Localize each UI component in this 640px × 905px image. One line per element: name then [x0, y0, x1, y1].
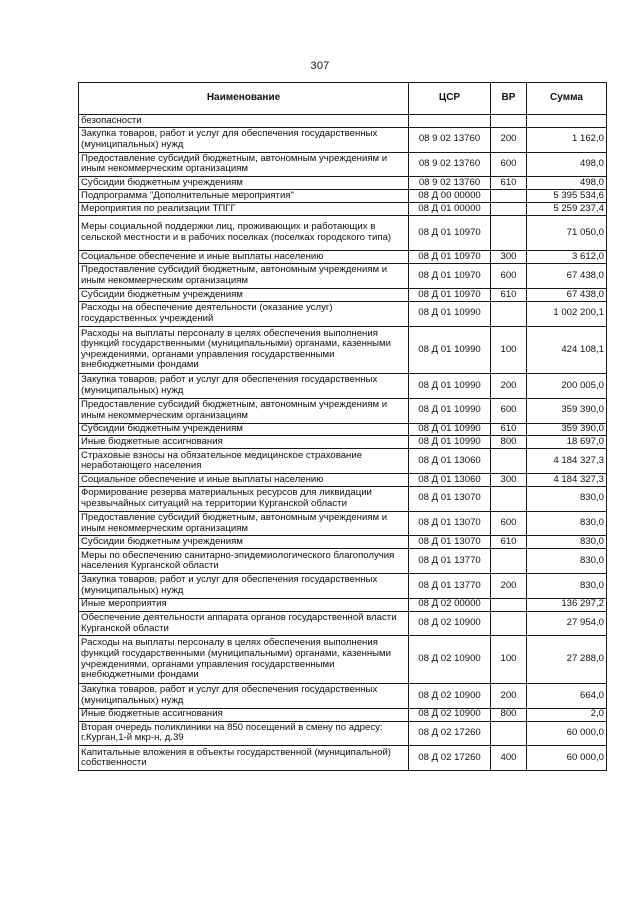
- table-row: [79, 683, 607, 708]
- cell-csr: 08 Д 02 10900: [409, 708, 491, 721]
- table-row: [79, 449, 607, 474]
- cell-name: Закупка товаров, работ и услуг для обеспечения государственных (муниципальных) нужд: [79, 127, 409, 152]
- cell-csr: 08 Д 02 17260: [409, 746, 491, 771]
- table-row: [79, 251, 607, 264]
- cell-sum: 71 050,0: [527, 215, 607, 251]
- cell-sum: 1 162,0: [527, 127, 607, 152]
- cell-vr: 100: [491, 636, 527, 684]
- cell-vr: 100: [491, 326, 527, 374]
- cell-csr: 08 Д 01 13770: [409, 549, 491, 574]
- cell-name: Подпрограмма "Дополнительные мероприятия": [79, 190, 409, 203]
- cell-name: Вторая очередь поликлиники на 850 посещений в смену по адресу: г.Курган,1-й мкр-н, д.39: [79, 721, 409, 746]
- cell-csr: 08 Д 01 10990: [409, 374, 491, 399]
- cell-sum: 4 184 327,3: [527, 474, 607, 487]
- cell-sum: 27 954,0: [527, 611, 607, 636]
- cell-sum: 27 288,0: [527, 636, 607, 684]
- cell-sum: 60 000,0: [527, 746, 607, 771]
- cell-vr: [491, 549, 527, 574]
- cell-vr: [491, 598, 527, 611]
- table-row: [79, 598, 607, 611]
- cell-csr: 08 Д 01 10990: [409, 436, 491, 449]
- cell-name: Закупка товаров, работ и услуг для обеспечения государственных (муниципальных) нужд: [79, 374, 409, 399]
- cell-sum: 5 259 237,4: [527, 202, 607, 215]
- cell-csr: 08 Д 02 00000: [409, 598, 491, 611]
- table-row: [79, 398, 607, 423]
- cell-sum: 67 438,0: [527, 288, 607, 301]
- cell-vr: [491, 449, 527, 474]
- table-row: [79, 611, 607, 636]
- cell-csr: 08 9 02 13760: [409, 127, 491, 152]
- cell-sum: 830,0: [527, 486, 607, 511]
- cell-sum: 5 395 534,6: [527, 190, 607, 203]
- cell-vr: 610: [491, 536, 527, 549]
- cell-csr: 08 Д 01 10990: [409, 301, 491, 326]
- cell-csr: 08 Д 01 13770: [409, 574, 491, 599]
- cell-vr: 300: [491, 251, 527, 264]
- cell-csr: 08 Д 01 10970: [409, 251, 491, 264]
- cell-vr: [491, 115, 527, 128]
- table-row: [79, 301, 607, 326]
- cell-vr: 800: [491, 436, 527, 449]
- cell-vr: 600: [491, 511, 527, 536]
- cell-sum: 359 390,0: [527, 398, 607, 423]
- cell-vr: [491, 486, 527, 511]
- cell-name: Субсидии бюджетным учреждениям: [79, 536, 409, 549]
- page-number: 307: [310, 60, 330, 72]
- cell-name: Меры социальной поддержки лиц, проживающих и работающих в сельской местности и в рабочих поселках (поселках городского типа): [79, 215, 409, 251]
- cell-vr: [491, 301, 527, 326]
- table-body: [79, 115, 607, 771]
- cell-sum: 67 438,0: [527, 264, 607, 289]
- cell-csr: 08 Д 01 10970: [409, 288, 491, 301]
- cell-sum: 664,0: [527, 683, 607, 708]
- cell-vr: 600: [491, 152, 527, 177]
- cell-sum: 18 697,0: [527, 436, 607, 449]
- cell-csr: [409, 115, 491, 128]
- cell-sum: 830,0: [527, 574, 607, 599]
- cell-name: Расходы на выплаты персоналу в целях обеспечения выполнения функций государственными (муниципальными) органами, казенными учреждениями, органами управления государственными внебюджетными фондами: [79, 636, 409, 684]
- cell-vr: 300: [491, 474, 527, 487]
- cell-vr: 200: [491, 574, 527, 599]
- cell-name: Иные мероприятия: [79, 598, 409, 611]
- cell-name: Расходы на обеспечение деятельности (оказание услуг) государственных учреждений: [79, 301, 409, 326]
- cell-name: Субсидии бюджетным учреждениям: [79, 288, 409, 301]
- cell-name: Предоставление субсидий бюджетным, автономным учреждениям и иным некоммерческим организациям: [79, 152, 409, 177]
- cell-vr: 600: [491, 264, 527, 289]
- cell-csr: 08 Д 01 10970: [409, 264, 491, 289]
- cell-csr: 08 Д 01 10990: [409, 398, 491, 423]
- table-row: [79, 746, 607, 771]
- cell-csr: 08 Д 01 13070: [409, 536, 491, 549]
- cell-vr: 200: [491, 127, 527, 152]
- cell-name: Предоставление субсидий бюджетным, автономным учреждениям и иным некоммерческим организациям: [79, 264, 409, 289]
- cell-vr: [491, 215, 527, 251]
- table-row: [79, 574, 607, 599]
- table-row: [79, 511, 607, 536]
- cell-vr: [491, 721, 527, 746]
- table-row: [79, 264, 607, 289]
- cell-sum: 60 000,0: [527, 721, 607, 746]
- cell-csr: 08 Д 01 10990: [409, 326, 491, 374]
- cell-sum: 200 005,0: [527, 374, 607, 399]
- cell-sum: 4 184 327,3: [527, 449, 607, 474]
- cell-vr: 200: [491, 683, 527, 708]
- cell-csr: 08 Д 02 17260: [409, 721, 491, 746]
- header-sum: Сумма: [527, 83, 607, 115]
- cell-vr: 610: [491, 288, 527, 301]
- table-header-row: [79, 83, 607, 115]
- cell-vr: 400: [491, 746, 527, 771]
- cell-name: Капитальные вложения в объекты государственной (муниципальной) собственности: [79, 746, 409, 771]
- table-row: [79, 636, 607, 684]
- cell-name: Закупка товаров, работ и услуг для обеспечения государственных (муниципальных) нужд: [79, 683, 409, 708]
- header-vr: ВР: [491, 83, 527, 115]
- cell-vr: 600: [491, 398, 527, 423]
- cell-name: Страховые взносы на обязательное медицинское страхование неработающего населения: [79, 449, 409, 474]
- cell-name: безопасности: [79, 115, 409, 128]
- table-row: [79, 721, 607, 746]
- budget-table: [78, 82, 607, 771]
- cell-csr: 08 Д 02 10900: [409, 611, 491, 636]
- table-row: [79, 127, 607, 152]
- cell-sum: 424 108,1: [527, 326, 607, 374]
- cell-sum: 3 612,0: [527, 251, 607, 264]
- cell-vr: [491, 611, 527, 636]
- cell-vr: 200: [491, 374, 527, 399]
- cell-name: Мероприятия по реализации ТПГГ: [79, 202, 409, 215]
- cell-csr: 08 Д 01 13070: [409, 486, 491, 511]
- table-row: [79, 486, 607, 511]
- cell-csr: 08 Д 00 00000: [409, 190, 491, 203]
- cell-vr: [491, 190, 527, 203]
- cell-name: Предоставление субсидий бюджетным, автономным учреждениям и иным некоммерческим организациям: [79, 398, 409, 423]
- cell-sum: 830,0: [527, 549, 607, 574]
- cell-name: Иные бюджетные ассигнования: [79, 708, 409, 721]
- table-row: [79, 215, 607, 251]
- table-row: [79, 423, 607, 436]
- cell-csr: 08 Д 02 10900: [409, 636, 491, 684]
- cell-csr: 08 Д 01 13060: [409, 449, 491, 474]
- cell-sum: 830,0: [527, 536, 607, 549]
- header-csr: ЦСР: [409, 83, 491, 115]
- cell-name: Обеспечение деятельности аппарата органов государственной власти Курганской области: [79, 611, 409, 636]
- cell-name: Меры по обеспечению санитарно-эпидемиологического благополучия населения Курганской области: [79, 549, 409, 574]
- table-row: [79, 549, 607, 574]
- cell-name: Субсидии бюджетным учреждениям: [79, 177, 409, 190]
- table-row: [79, 708, 607, 721]
- cell-sum: 498,0: [527, 152, 607, 177]
- table-row: [79, 536, 607, 549]
- cell-sum: [527, 115, 607, 128]
- cell-name: Иные бюджетные ассигнования: [79, 436, 409, 449]
- table-row: [79, 474, 607, 487]
- cell-sum: 359 390,0: [527, 423, 607, 436]
- cell-name: Расходы на выплаты персоналу в целях обеспечения выполнения функций государственными (муниципальными) органами, казенными учреждениями, органами управления государственными внебюджетными фондами: [79, 326, 409, 374]
- cell-vr: 610: [491, 177, 527, 190]
- table-row: [79, 326, 607, 374]
- cell-name: Социальное обеспечение и иные выплаты населению: [79, 474, 409, 487]
- cell-name: Закупка товаров, работ и услуг для обеспечения государственных (муниципальных) нужд: [79, 574, 409, 599]
- cell-sum: 1 002 200,1: [527, 301, 607, 326]
- cell-name: Формирование резерва материальных ресурсов для ликвидации чрезвычайных ситуаций на территории Курганской области: [79, 486, 409, 511]
- table-row: [79, 436, 607, 449]
- table-row: [79, 177, 607, 190]
- cell-csr: 08 Д 01 13060: [409, 474, 491, 487]
- cell-sum: 136 297,2: [527, 598, 607, 611]
- cell-csr: 08 9 02 13760: [409, 152, 491, 177]
- cell-vr: [491, 202, 527, 215]
- cell-sum: 2,0: [527, 708, 607, 721]
- table-row: [79, 190, 607, 203]
- header-name: Наименование: [79, 83, 409, 115]
- cell-sum: 830,0: [527, 511, 607, 536]
- cell-name: Социальное обеспечение и иные выплаты населению: [79, 251, 409, 264]
- table-row: [79, 152, 607, 177]
- table-row: [79, 202, 607, 215]
- cell-csr: 08 Д 01 10970: [409, 215, 491, 251]
- cell-vr: 610: [491, 423, 527, 436]
- cell-sum: 498,0: [527, 177, 607, 190]
- cell-csr: 08 Д 01 00000: [409, 202, 491, 215]
- table-row: [79, 115, 607, 128]
- cell-csr: 08 Д 01 10990: [409, 423, 491, 436]
- cell-name: Субсидии бюджетным учреждениям: [79, 423, 409, 436]
- cell-vr: 800: [491, 708, 527, 721]
- table-row: [79, 374, 607, 399]
- cell-csr: 08 Д 02 10900: [409, 683, 491, 708]
- cell-name: Предоставление субсидий бюджетным, автономным учреждениям и иным некоммерческим организациям: [79, 511, 409, 536]
- cell-csr: 08 9 02 13760: [409, 177, 491, 190]
- cell-csr: 08 Д 01 13070: [409, 511, 491, 536]
- table-row: [79, 288, 607, 301]
